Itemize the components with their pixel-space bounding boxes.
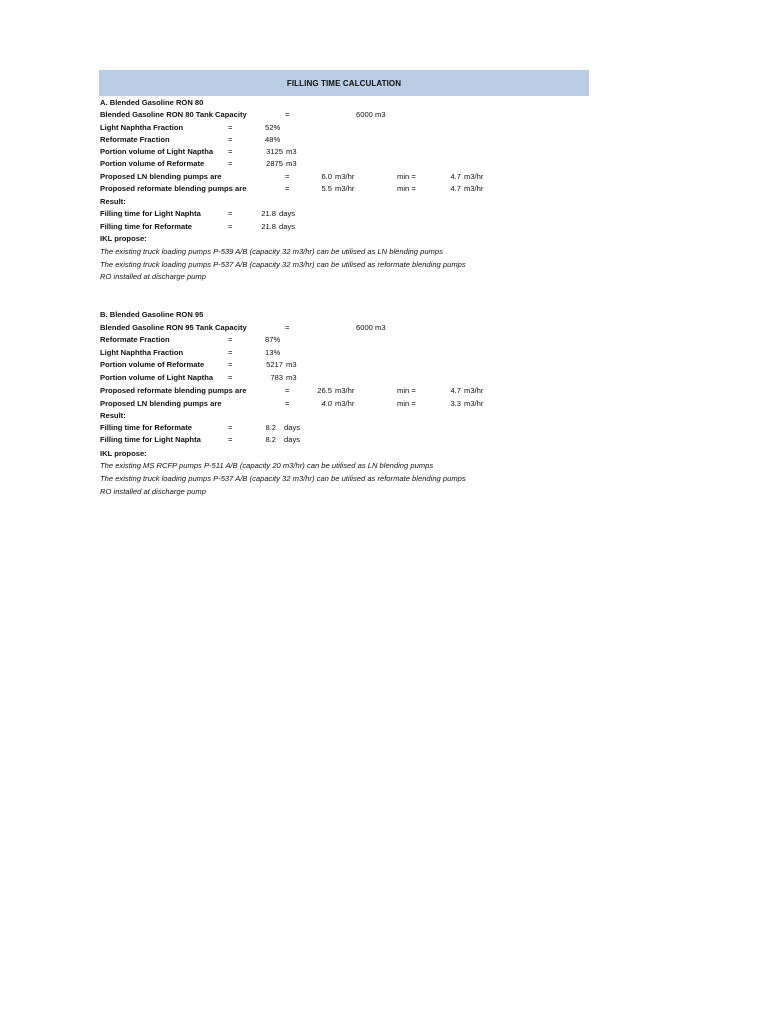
b-row-value: 87% xyxy=(265,335,281,344)
a-row-value: 5.5 xyxy=(321,184,332,193)
b-note: The existing MS RCFP pumps P-511 A/B (capacity 20 m3/hr) can be utilised as LN blending pumps xyxy=(100,461,434,470)
a-row-eq: = xyxy=(228,123,233,132)
a-row-eq: = xyxy=(285,172,290,181)
title-header xyxy=(99,70,589,96)
b-row-unit: m3/hr xyxy=(335,386,355,395)
a-row-min-value: 4.7 xyxy=(450,184,461,193)
a-row-label: Blended Gasoline RON 80 Tank Capacity xyxy=(100,110,247,119)
a-result-row-eq: = xyxy=(228,222,233,231)
b-row-eq: = xyxy=(285,399,290,408)
b-row-min-value: 4.7 xyxy=(450,386,461,395)
page-title: FILLING TIME CALCULATION xyxy=(286,78,402,88)
a-row-eq: = xyxy=(285,110,290,119)
a-row-min-unit: m3/hr xyxy=(464,184,484,193)
a-result-row-value: 21.8 xyxy=(261,209,276,218)
a-row-value: 48% xyxy=(265,135,281,144)
a-result-row-value: 21.8 xyxy=(261,222,276,231)
b-row-value: 783 xyxy=(270,373,283,382)
a-note: RO installed at discharge pump xyxy=(100,272,206,281)
a-row-label: Proposed LN blending pumps are xyxy=(100,172,222,181)
b-row-label: Blended Gasoline RON 95 Tank Capacity xyxy=(100,323,247,332)
a-propose-label: IKL propose: xyxy=(100,234,147,243)
b-row-eq: = xyxy=(285,323,290,332)
section-b-heading: B. Blended Gasoline RON 95 xyxy=(100,310,204,319)
b-note: The existing truck loading pumps P-537 A/B (capacity 32 m3/hr) can be utilised as reformate blending pumps xyxy=(100,474,466,483)
b-result-label: Result: xyxy=(100,411,126,420)
b-row-label: Light Naphtha Fraction xyxy=(100,348,184,357)
b-row-unit: m3/hr xyxy=(335,399,355,408)
b-row-unit: m3 xyxy=(286,360,297,369)
b-row-label: Portion volume of Reformate xyxy=(100,360,205,369)
a-row-unit: m3/hr xyxy=(335,184,355,193)
a-row-min-label: min = xyxy=(397,172,416,181)
b-row-unit: m3 xyxy=(286,373,297,382)
b-row-eq: = xyxy=(228,360,233,369)
b-result-row-unit: days xyxy=(284,435,301,444)
a-row-label: Reformate Fraction xyxy=(100,135,170,144)
b-note: RO installed at discharge pump xyxy=(100,487,206,496)
a-result-row-unit: days xyxy=(279,209,296,218)
a-row-value: 3125 xyxy=(266,147,283,156)
b-row-label: Reformate Fraction xyxy=(100,335,170,344)
b-row-eq: = xyxy=(285,386,290,395)
b-row-value: 4.0 xyxy=(321,399,332,408)
a-row-label: Portion volume of Light Naptha xyxy=(100,147,214,156)
a-row-unit: m3 xyxy=(286,147,297,156)
b-row-min-label: min = xyxy=(397,386,416,395)
section-a-heading: A. Blended Gasoline RON 80 xyxy=(100,98,204,107)
a-result-row-unit: days xyxy=(279,222,296,231)
b-row-min-label: min = xyxy=(397,399,416,408)
b-row-eq: = xyxy=(228,373,233,382)
a-row-label: Light Naphtha Fraction xyxy=(100,123,184,132)
b-result-row-value: 8.2 xyxy=(265,435,276,444)
b-result-row-value: 8.2 xyxy=(265,423,276,432)
a-result-row-label: Filling time for Reformate xyxy=(100,222,192,231)
a-row-eq: = xyxy=(228,135,233,144)
a-row-unit: m3 xyxy=(286,159,297,168)
b-result-row-eq: = xyxy=(228,435,233,444)
a-row-eq: = xyxy=(228,159,233,168)
b-row-eq: = xyxy=(228,348,233,357)
a-result-label: Result: xyxy=(100,197,126,206)
b-row-label: Portion volume of Light Naptha xyxy=(100,373,214,382)
b-propose-label: IKL propose: xyxy=(100,449,147,458)
a-row-value: 2875 xyxy=(266,159,283,168)
b-row-label: Proposed LN blending pumps are xyxy=(100,399,222,408)
a-row-value: 52% xyxy=(265,123,281,132)
b-row-eq: = xyxy=(228,335,233,344)
a-row-label: Proposed reformate blending pumps are xyxy=(100,184,247,193)
b-row-value: 26.5 xyxy=(317,386,332,395)
a-note: The existing truck loading pumps P-537 A/B (capacity 32 m3/hr) can be utilised as reformate blending pumps xyxy=(100,260,466,269)
b-result-row-eq: = xyxy=(228,423,233,432)
a-row-value: 6000 m3 xyxy=(356,110,386,119)
b-row-value: 13% xyxy=(265,348,281,357)
a-row-value: 6.0 xyxy=(321,172,332,181)
b-row-min-unit: m3/hr xyxy=(464,399,484,408)
a-result-row-label: Filling time for Light Naphta xyxy=(100,209,201,218)
a-row-min-value: 4.7 xyxy=(450,172,461,181)
b-row-label: Proposed reformate blending pumps are xyxy=(100,386,247,395)
a-row-min-label: min = xyxy=(397,184,416,193)
a-row-min-unit: m3/hr xyxy=(464,172,484,181)
a-note: The existing truck loading pumps P-539 A/B (capacity 32 m3/hr) can be utilised as LN blending pumps xyxy=(100,247,443,256)
b-result-row-label: Filling time for Light Naphta xyxy=(100,435,201,444)
a-row-eq: = xyxy=(228,147,233,156)
b-row-min-unit: m3/hr xyxy=(464,386,484,395)
a-row-unit: m3/hr xyxy=(335,172,355,181)
b-row-value: 6000 m3 xyxy=(356,323,386,332)
a-result-row-eq: = xyxy=(228,209,233,218)
b-result-row-label: Filling time for Reformate xyxy=(100,423,192,432)
a-row-eq: = xyxy=(285,184,290,193)
b-result-row-unit: days xyxy=(284,423,301,432)
b-row-value: 5217 xyxy=(266,360,283,369)
a-row-label: Portion volume of Reformate xyxy=(100,159,205,168)
b-row-min-value: 3.3 xyxy=(450,399,461,408)
